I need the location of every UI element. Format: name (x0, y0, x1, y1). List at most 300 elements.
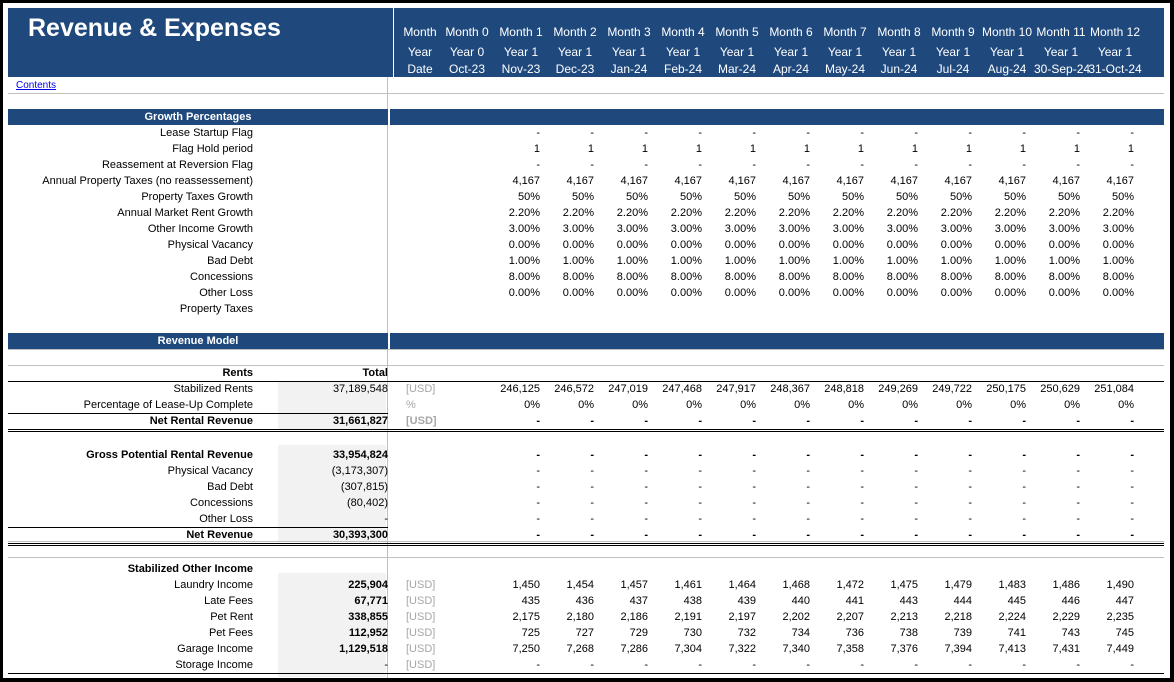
row-value: 0.00% (1048, 239, 1080, 251)
row-value: - (1022, 415, 1026, 427)
header-col-2-r2: Year 1 (557, 45, 593, 59)
table-row (8, 221, 1164, 237)
row-value: 0.00% (508, 239, 540, 251)
row-value: 250,175 (986, 383, 1026, 395)
header-col-0-r2: Year 0 (449, 45, 485, 59)
row-value (864, 561, 918, 577)
table-row (8, 479, 1164, 495)
header-col-1-r3: Nov-23 (501, 62, 541, 76)
table-row (8, 301, 1164, 317)
row-label: Bad Debt (207, 255, 253, 267)
row-value: - (1022, 127, 1026, 139)
header-col-12-r3: 31-Oct-24 (1088, 62, 1142, 76)
row-value: - (1022, 159, 1026, 171)
row-value: 729 (629, 627, 648, 639)
row-value: - (590, 415, 594, 427)
row-value: 1,483 (998, 579, 1026, 591)
row-value: 0.00% (886, 287, 918, 299)
section-growth-percentages (8, 109, 1164, 125)
section-growth-percentages-divider (388, 109, 390, 125)
row-value (594, 365, 648, 381)
row-value: - (644, 159, 648, 171)
row-value: 7,250 (512, 643, 540, 655)
row-total: (307,815) (340, 481, 388, 493)
row-value: 1,490 (1106, 579, 1134, 591)
row-value: - (1076, 529, 1080, 541)
table-row (8, 413, 1164, 429)
row-value: 50% (733, 191, 756, 203)
row-value: 50% (571, 191, 594, 203)
row-value: 1,457 (620, 579, 648, 591)
header-col-9-r2: Year 1 (935, 45, 971, 59)
row-value: - (914, 497, 918, 509)
row-value (864, 365, 918, 381)
header-col-6-r3: Apr-24 (772, 62, 810, 76)
row-value: - (698, 481, 702, 493)
header-col-12-r1: Month 12 (1089, 25, 1141, 39)
header-col-4-r2: Year 1 (665, 45, 701, 59)
row-value: 0% (1064, 399, 1080, 411)
row-value: - (968, 465, 972, 477)
row-value: - (698, 127, 702, 139)
row-label: Other Loss (199, 513, 253, 525)
table-row (8, 495, 1164, 511)
row-value: - (590, 497, 594, 509)
contents-link[interactable]: Contents (16, 80, 57, 91)
header-col-0-r3: Oct-23 (448, 62, 485, 76)
header-divider (393, 8, 394, 77)
row-value: - (860, 513, 864, 525)
row-value: - (914, 449, 918, 461)
row-value: - (1076, 659, 1080, 671)
row-value (756, 561, 810, 577)
row-value (486, 561, 540, 577)
row-value (594, 561, 648, 577)
row-value: 8.00% (994, 271, 1026, 283)
row-value: - (752, 659, 756, 671)
row-value: 1 (857, 143, 864, 155)
row-value: 1.00% (940, 255, 972, 267)
row-value: 1.00% (1048, 255, 1080, 267)
table-row (8, 125, 1164, 141)
row-value: 0.00% (562, 239, 594, 251)
row-value: - (644, 529, 648, 541)
row-label: Pet Rent (210, 611, 253, 623)
row-value: - (536, 449, 540, 461)
row-value: - (1022, 497, 1026, 509)
row-value: 247,468 (662, 383, 702, 395)
row-value: 50% (679, 191, 702, 203)
row-value: - (752, 513, 756, 525)
row-value (540, 301, 594, 317)
row-value: 2,218 (944, 611, 972, 623)
row-value: - (536, 415, 540, 427)
row-value: 50% (841, 191, 864, 203)
row-value: 8.00% (940, 271, 972, 283)
row-value: 1.00% (832, 255, 864, 267)
row-value: 0% (686, 399, 702, 411)
row-value: - (806, 481, 810, 493)
row-value (648, 561, 702, 577)
row-value: 1,479 (944, 579, 972, 591)
row-value: 246,125 (500, 383, 540, 395)
row-value: - (536, 513, 540, 525)
row-value: 0.00% (994, 239, 1026, 251)
row-label: Net Rental Revenue (149, 415, 253, 427)
row-value: 3.00% (994, 223, 1026, 235)
row-value: 2,207 (836, 611, 864, 623)
row-value: 3.00% (616, 223, 648, 235)
row-value: - (1130, 465, 1134, 477)
table-row (8, 447, 1164, 463)
row-value: 247,019 (608, 383, 648, 395)
row-value: 437 (629, 595, 648, 607)
row-value: - (968, 497, 972, 509)
header-col-3-r1: Month 3 (607, 25, 651, 39)
row-label: Annual Market Rent Growth (117, 207, 253, 219)
section-revenue-model (8, 333, 1164, 349)
row-value (1026, 561, 1080, 577)
row-value: - (860, 529, 864, 541)
row-value: 2,202 (782, 611, 810, 623)
row-value: 4,167 (620, 175, 648, 187)
row-value: 3.00% (832, 223, 864, 235)
header-col-12-r2: Year 1 (1097, 45, 1133, 59)
row-value: 1.00% (508, 255, 540, 267)
row-value (1080, 561, 1134, 577)
row-value: - (968, 481, 972, 493)
row-value: 8.00% (616, 271, 648, 283)
row-unit: [USD] (406, 611, 436, 623)
row-value: 1,464 (728, 579, 756, 591)
row-value (918, 561, 972, 577)
row-value: 1.00% (724, 255, 756, 267)
row-value: 7,376 (890, 643, 918, 655)
row-value: 50% (625, 191, 648, 203)
row-value: 0.00% (616, 287, 648, 299)
row-value: 1.00% (562, 255, 594, 267)
row-value: 1 (911, 143, 918, 155)
row-value: - (806, 415, 810, 427)
table-row (8, 205, 1164, 221)
row-value: 50% (1057, 191, 1080, 203)
row-value: 1 (695, 143, 702, 155)
row-value: 2.20% (508, 207, 540, 219)
row-value: 738 (899, 627, 918, 639)
row-value: - (1130, 449, 1134, 461)
row-value: 1 (587, 143, 594, 155)
row-value: 4,167 (836, 175, 864, 187)
row-value (918, 301, 972, 317)
header-col-1-r1: Month 1 (499, 25, 543, 39)
row-value: - (590, 513, 594, 525)
row-value: - (752, 529, 756, 541)
row-total: 67,771 (354, 595, 388, 607)
row-value: 1,450 (512, 579, 540, 591)
row-value: 436 (575, 595, 594, 607)
row-label: Other Loss (199, 287, 253, 299)
table-row (8, 641, 1164, 657)
row-value: - (536, 529, 540, 541)
row-value: - (590, 659, 594, 671)
row-total: 37,189,548 (332, 383, 388, 395)
header-col-8-r1: Month 8 (877, 25, 921, 39)
row-value: 0.00% (1048, 287, 1080, 299)
row-unit: % (406, 399, 416, 411)
row-value: 7,394 (944, 643, 972, 655)
row-value: - (536, 159, 540, 171)
row-value: - (1076, 127, 1080, 139)
header-col-10-r1: Month 10 (981, 25, 1033, 39)
row-value: - (806, 159, 810, 171)
row-label: Late Fees (204, 595, 253, 607)
row-value (1026, 301, 1080, 317)
row-value: 3.00% (886, 223, 918, 235)
row-label: Other Income Growth (147, 223, 253, 235)
table-rule (8, 381, 1164, 382)
row-label: Garage Income (177, 643, 253, 655)
row-value: 4,167 (944, 175, 972, 187)
table-row (8, 397, 1164, 413)
row-unit: [USD] (406, 383, 436, 395)
row-value: 2.20% (940, 207, 972, 219)
row-value: - (536, 497, 540, 509)
row-value: - (914, 529, 918, 541)
row-value: 8.00% (724, 271, 756, 283)
row-value: 2.20% (832, 207, 864, 219)
row-value: 0.00% (670, 239, 702, 251)
row-value: 732 (737, 627, 756, 639)
table-row (8, 141, 1164, 157)
row-value: 3.00% (724, 223, 756, 235)
row-value: 444 (953, 595, 972, 607)
row-value: 7,268 (566, 643, 594, 655)
header-col-7-r2: Year 1 (827, 45, 863, 59)
row-value: 8.00% (1102, 271, 1134, 283)
row-value: 0% (524, 399, 540, 411)
row-value: - (968, 159, 972, 171)
row-value: 1,454 (566, 579, 594, 591)
row-label: Property Taxes Growth (141, 191, 253, 203)
row-label: Flag Hold period (172, 143, 253, 155)
row-value: 8.00% (832, 271, 864, 283)
row-value: 739 (953, 627, 972, 639)
page-title: Revenue & Expenses (28, 14, 281, 42)
grid-line (8, 93, 1164, 94)
row-value: 4,167 (674, 175, 702, 187)
row-value: 1 (1073, 143, 1080, 155)
row-value: - (1076, 159, 1080, 171)
row-value: 1 (1127, 143, 1134, 155)
row-value (702, 301, 756, 317)
row-value: - (698, 513, 702, 525)
row-value: 0% (1010, 399, 1026, 411)
row-label: Property Taxes (179, 303, 253, 315)
row-value: 0.00% (508, 287, 540, 299)
row-value: 2.20% (994, 207, 1026, 219)
row-value: 1,461 (674, 579, 702, 591)
row-value: 4,167 (1052, 175, 1080, 187)
row-value: 0% (956, 399, 972, 411)
row-value: 1.00% (616, 255, 648, 267)
header-col-0-r1: Month 0 (445, 25, 489, 39)
table-rule (8, 429, 1164, 430)
section-revenue-model-divider (388, 333, 390, 349)
row-value: - (752, 449, 756, 461)
row-value: 50% (949, 191, 972, 203)
table-row (8, 593, 1164, 609)
row-value: - (536, 465, 540, 477)
row-unit: [USD] (406, 627, 436, 639)
header-col-5-r1: Month 5 (715, 25, 759, 39)
row-value: 743 (1061, 627, 1080, 639)
row-value: - (1022, 529, 1026, 541)
table-row (8, 381, 1164, 397)
row-value: 0% (1118, 399, 1134, 411)
header-col-7-r3: May-24 (824, 62, 865, 76)
row-value (648, 301, 702, 317)
row-value: - (752, 465, 756, 477)
row-value: 7,431 (1052, 643, 1080, 655)
row-value: 0% (902, 399, 918, 411)
header-col-2-r3: Dec-23 (555, 62, 595, 76)
row-value: 0.00% (562, 287, 594, 299)
row-value: 443 (899, 595, 918, 607)
row-value (864, 301, 918, 317)
row-value: - (914, 127, 918, 139)
table-row (8, 253, 1164, 269)
row-value: - (1130, 127, 1134, 139)
row-total: 225,904 (348, 579, 388, 591)
row-value: 3.00% (778, 223, 810, 235)
row-value: 0.00% (994, 287, 1026, 299)
table-row (8, 173, 1164, 189)
row-value: - (698, 529, 702, 541)
row-value: 7,449 (1106, 643, 1134, 655)
row-total: 338,855 (348, 611, 388, 623)
row-unit: [USD] (406, 415, 437, 427)
header-col-10-r2: Year 1 (989, 45, 1025, 59)
row-value: 8.00% (508, 271, 540, 283)
row-value (756, 365, 810, 381)
row-value (810, 365, 864, 381)
row-value: - (644, 465, 648, 477)
table-row (8, 657, 1164, 673)
row-value: 0.00% (778, 287, 810, 299)
row-value: 2,175 (512, 611, 540, 623)
table-row (8, 527, 1164, 543)
row-value: 439 (737, 595, 756, 607)
row-value: 1 (749, 143, 756, 155)
row-value: - (536, 481, 540, 493)
grid-line (8, 349, 1164, 350)
header-col-4-r3: Feb-24 (663, 62, 703, 76)
row-value: - (644, 497, 648, 509)
row-value: 50% (1111, 191, 1134, 203)
row-value: - (698, 659, 702, 671)
row-value: 7,322 (728, 643, 756, 655)
header-col-11-r1: Month 11 (1036, 25, 1086, 39)
table-row (8, 365, 1164, 381)
row-total: (80,402) (347, 497, 388, 509)
row-value: 445 (1007, 595, 1026, 607)
row-value: - (1130, 513, 1134, 525)
table-row (8, 237, 1164, 253)
row-value: - (644, 415, 648, 427)
row-value: - (1022, 659, 1026, 671)
row-value: 248,818 (824, 383, 864, 395)
row-unit: [USD] (406, 595, 436, 607)
row-value: 1,486 (1052, 579, 1080, 591)
row-value (702, 365, 756, 381)
row-value: - (644, 659, 648, 671)
row-value: 0% (740, 399, 756, 411)
row-value: - (860, 497, 864, 509)
row-value: - (752, 497, 756, 509)
row-value: 0.00% (886, 239, 918, 251)
row-value: 2,224 (998, 611, 1026, 623)
row-value: - (1076, 415, 1080, 427)
row-value: - (806, 497, 810, 509)
row-value: - (644, 127, 648, 139)
row-value: - (860, 449, 864, 461)
row-label: Annual Property Taxes (no reassessement) (42, 175, 253, 187)
row-value: 2.20% (616, 207, 648, 219)
row-value: 1,468 (782, 579, 810, 591)
row-value: 4,167 (512, 175, 540, 187)
row-value: - (806, 659, 810, 671)
row-label: Rents (222, 367, 253, 379)
row-value: 8.00% (778, 271, 810, 283)
row-value: - (1076, 481, 1080, 493)
table-rule (8, 413, 388, 414)
row-value: 3.00% (562, 223, 594, 235)
row-value (1080, 365, 1134, 381)
row-value: - (914, 465, 918, 477)
row-value: 447 (1115, 595, 1134, 607)
row-value: 0.00% (1102, 239, 1134, 251)
header-col-11-r2: Year 1 (1043, 45, 1079, 59)
row-value (972, 365, 1026, 381)
row-value: 0.00% (940, 287, 972, 299)
row-value: - (1076, 449, 1080, 461)
row-value: - (752, 159, 756, 171)
row-value: - (590, 481, 594, 493)
row-value: 8.00% (1048, 271, 1080, 283)
header-label-year: Year (407, 45, 433, 59)
row-value: 249,269 (878, 383, 918, 395)
row-value (486, 301, 540, 317)
row-value (594, 301, 648, 317)
row-value: - (968, 659, 972, 671)
row-value: - (752, 127, 756, 139)
row-value: 246,572 (554, 383, 594, 395)
row-value: 50% (895, 191, 918, 203)
row-unit: [USD] (406, 579, 436, 591)
row-value (972, 561, 1026, 577)
row-value: 248,367 (770, 383, 810, 395)
row-label: Physical Vacancy (167, 239, 253, 251)
row-value (648, 365, 702, 381)
row-value: - (914, 159, 918, 171)
table-row (8, 625, 1164, 641)
row-value (702, 561, 756, 577)
row-value: 734 (791, 627, 810, 639)
row-value: 1.00% (670, 255, 702, 267)
row-value: 250,629 (1040, 383, 1080, 395)
row-label: Concessions (190, 271, 253, 283)
header-col-10-r3: Aug-24 (987, 62, 1027, 76)
